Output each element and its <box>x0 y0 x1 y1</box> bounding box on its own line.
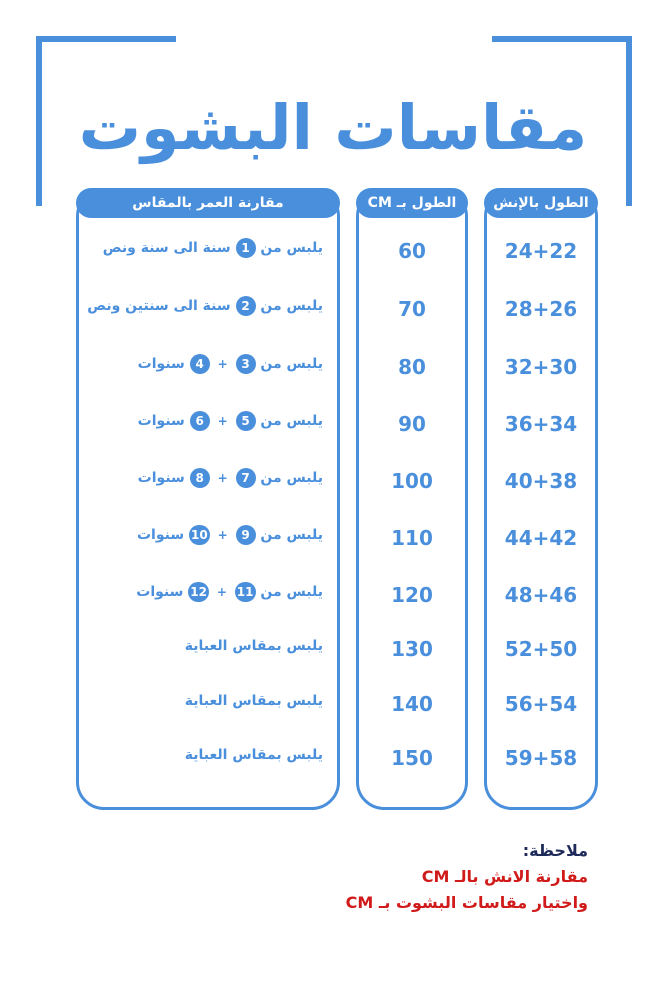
cm-cell: 140 <box>391 692 433 716</box>
inch-cell: 32+30 <box>504 355 578 379</box>
age-cell <box>79 463 323 493</box>
years-label: سنوات <box>136 527 185 543</box>
age-cell <box>79 740 323 770</box>
age-number-badge: 5 <box>236 411 256 431</box>
plus-sign: + <box>217 471 228 485</box>
cm-cell: 60 <box>398 239 426 263</box>
abaya-size-text: يلبس بمقاس العباية <box>184 693 323 709</box>
age-number-badge: 11 <box>235 582 256 602</box>
cm-cell: 80 <box>398 355 426 379</box>
inch-cell: 48+46 <box>504 583 578 607</box>
wears-from-label: يلبس من <box>260 240 323 256</box>
age-number-badge: 12 <box>188 582 209 602</box>
inch-cell: 44+42 <box>504 526 578 550</box>
wears-from-label: يلبس من <box>260 413 323 429</box>
frame-top-right <box>492 36 632 42</box>
cm-column <box>356 188 468 810</box>
page-title: مقاسات البشوت <box>78 91 588 164</box>
cm-cell: 90 <box>398 412 426 436</box>
abaya-size-text: يلبس بمقاس العباية <box>184 638 323 654</box>
age-text: سنة الى سنة ونص <box>102 240 231 256</box>
plus-sign: + <box>217 528 228 542</box>
age-cell <box>79 349 323 379</box>
age-column <box>76 188 340 810</box>
cm-cell: 110 <box>391 526 433 550</box>
plus-sign: + <box>217 414 228 428</box>
frame-left <box>36 36 42 206</box>
plus-sign: + <box>216 585 227 599</box>
plus-sign: + <box>217 357 228 371</box>
cm-cell: 150 <box>391 746 433 770</box>
age-number-badge: 9 <box>236 525 256 545</box>
wears-from-label: يلبس من <box>260 356 323 372</box>
years-label: سنوات <box>136 584 184 600</box>
age-cell <box>79 291 323 321</box>
age-number-badge: 7 <box>236 468 256 488</box>
inch-cell: 28+26 <box>504 297 578 321</box>
age-number-badge: 8 <box>190 468 210 488</box>
inch-cell: 52+50 <box>504 637 578 661</box>
years-label: سنوات <box>137 470 185 486</box>
frame-right <box>626 36 632 206</box>
note-line-2: واختيار مقاسات البشوت بـ CM <box>345 893 588 912</box>
cm-cell: 70 <box>398 297 426 321</box>
cm-cell: 120 <box>391 583 433 607</box>
age-number-badge: 4 <box>190 354 210 374</box>
inch-column-header: الطول بالإنش <box>484 188 598 218</box>
age-cell <box>79 577 323 607</box>
cm-cell: 130 <box>391 637 433 661</box>
abaya-size-text: يلبس بمقاس العباية <box>184 747 323 763</box>
age-number-badge: 1 <box>236 238 256 258</box>
cm-column-header: الطول بـ CM <box>356 188 468 218</box>
age-number-badge: 6 <box>190 411 210 431</box>
note-heading: ملاحظة: <box>522 841 588 860</box>
age-cell <box>79 406 323 436</box>
wears-from-label: يلبس من <box>260 584 323 600</box>
age-cell <box>79 233 323 263</box>
age-number-badge: 2 <box>236 296 256 316</box>
years-label: سنوات <box>137 356 185 372</box>
age-column-header: مقارنة العمر بالمقاس <box>76 188 340 218</box>
inch-cell: 40+38 <box>504 469 578 493</box>
wears-from-label: يلبس من <box>260 470 323 486</box>
age-text: سنة الى سنتين ونص <box>87 298 231 314</box>
age-cell <box>79 520 323 550</box>
age-number-badge: 10 <box>189 525 210 545</box>
note-block <box>188 838 588 916</box>
cm-cell: 100 <box>391 469 433 493</box>
inch-cell: 56+54 <box>504 692 578 716</box>
inch-cell: 59+58 <box>504 746 578 770</box>
frame-top-left <box>36 36 176 42</box>
inch-cell: 24+22 <box>504 239 578 263</box>
age-cell <box>79 631 323 661</box>
age-cell <box>79 686 323 716</box>
wears-from-label: يلبس من <box>260 527 323 543</box>
inch-column <box>484 188 598 810</box>
wears-from-label: يلبس من <box>260 298 323 314</box>
years-label: سنوات <box>137 413 185 429</box>
age-number-badge: 3 <box>236 354 256 374</box>
note-line-1: مقارنة الانش بالـ CM <box>421 867 588 886</box>
inch-cell: 36+34 <box>504 412 578 436</box>
